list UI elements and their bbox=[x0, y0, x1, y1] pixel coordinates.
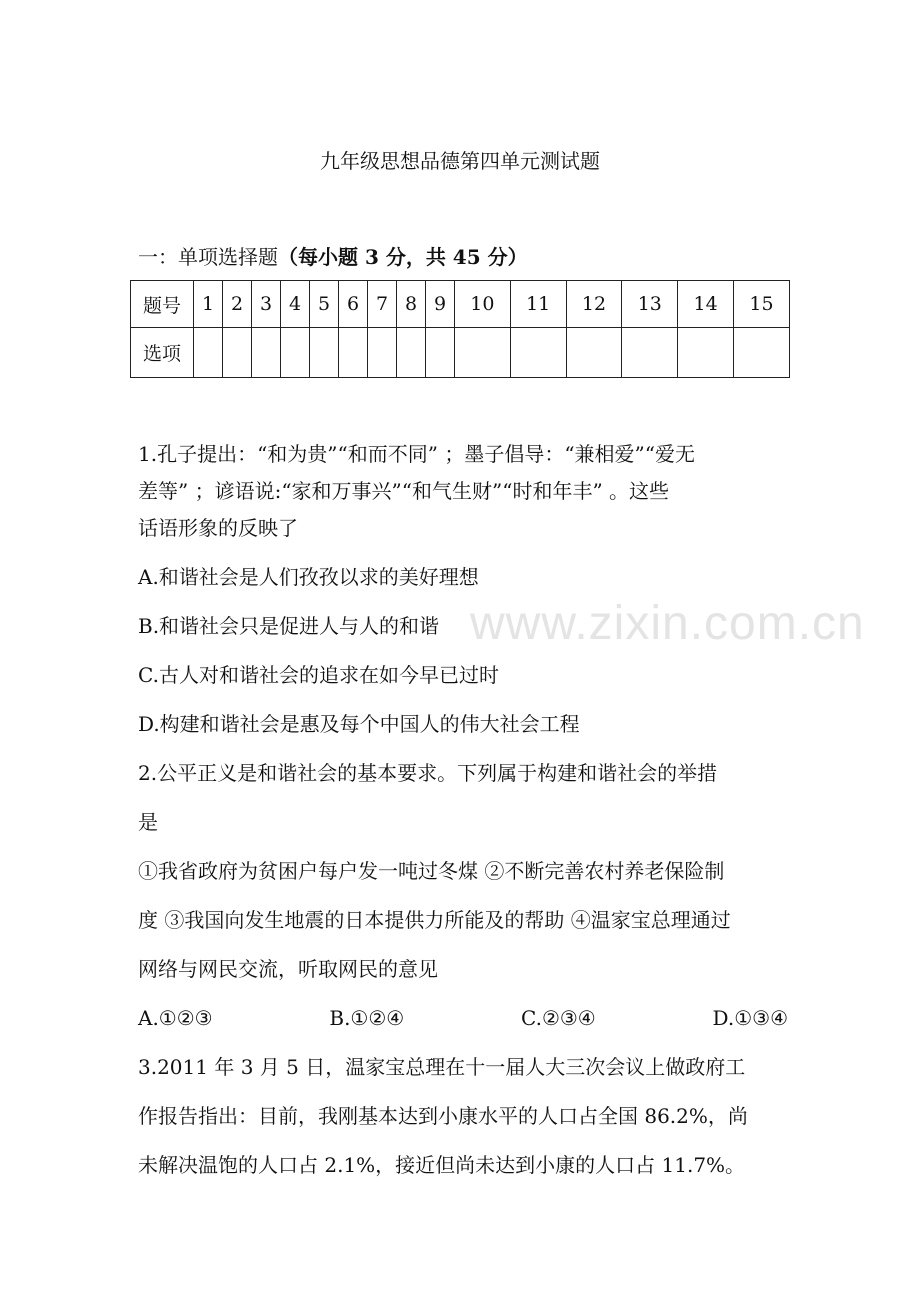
questions-body bbox=[138, 436, 788, 1184]
answer-cell[interactable] bbox=[455, 328, 511, 378]
question-1-option-d: D.构建和谐社会是惠及每个中国人的伟大社会工程 bbox=[138, 712, 580, 736]
answer-table-number-row bbox=[131, 281, 790, 328]
answer-table-number: 14 bbox=[678, 281, 734, 328]
answer-cell[interactable] bbox=[426, 328, 455, 378]
question-2-option-b: B.①②④ bbox=[329, 1006, 405, 1030]
section-heading bbox=[138, 242, 528, 272]
question-2-line: ①我省政府为贫困户每户发一吨过冬煤 ②不断完善农村养老保险制 bbox=[138, 859, 725, 883]
answer-cell[interactable] bbox=[223, 328, 252, 378]
question-2-line: 网络与网民交流，听取网民的意见 bbox=[138, 957, 438, 981]
question-3-line: 作报告指出：目前，我刚基本达到小康水平的人口占全国 86.2%，尚 bbox=[138, 1104, 748, 1128]
question-2-options bbox=[138, 1000, 788, 1037]
question-3-line: 未解决温饱的人口占 2.1%，接近但尚未达到小康的人口占 11.7%。 bbox=[138, 1153, 746, 1177]
answer-table-number: 3 bbox=[252, 281, 281, 328]
answer-cell[interactable] bbox=[397, 328, 426, 378]
answer-cell[interactable] bbox=[194, 328, 223, 378]
question-1-line: 话语形象的反映了 bbox=[138, 516, 298, 540]
question-1-line: 差等” ；谚语说:“家和万事兴”“和气生财”“时和年丰” 。这些 bbox=[138, 479, 670, 503]
question-2-line: 是 bbox=[138, 810, 158, 834]
question-2-option-d: D.①③④ bbox=[712, 1006, 788, 1030]
answer-cell[interactable] bbox=[281, 328, 310, 378]
answer-table-head-option: 选项 bbox=[131, 328, 194, 378]
answer-cell[interactable] bbox=[510, 328, 566, 378]
answer-table bbox=[130, 280, 790, 378]
question-2-option-c: C.②③④ bbox=[521, 1006, 596, 1030]
answer-cell[interactable] bbox=[310, 328, 339, 378]
answer-cell[interactable] bbox=[566, 328, 622, 378]
answer-cell[interactable] bbox=[733, 328, 789, 378]
answer-table-number: 8 bbox=[397, 281, 426, 328]
question-1-line: 1.孔子提出：“和为贵”“和而不同” ；墨子倡导：“兼相爱”“爱无 bbox=[138, 442, 696, 466]
question-1-option-c: C.古人对和谐社会的追求在如今早已过时 bbox=[138, 663, 499, 687]
answer-table-number: 6 bbox=[339, 281, 368, 328]
question-2-line: 度 ③我国向发生地震的日本提供力所能及的帮助 ④温家宝总理通过 bbox=[138, 908, 731, 932]
section-label: 一：单项选择题 bbox=[138, 245, 278, 269]
answer-table-head-number: 题号 bbox=[131, 281, 194, 328]
answer-table-number: 10 bbox=[455, 281, 511, 328]
answer-cell[interactable] bbox=[622, 328, 678, 378]
answer-table-number: 1 bbox=[194, 281, 223, 328]
answer-table-number: 15 bbox=[733, 281, 789, 328]
question-2-line: 2.公平正义是和谐社会的基本要求。下列属于构建和谐社会的举措 bbox=[138, 761, 718, 785]
answer-cell[interactable] bbox=[339, 328, 368, 378]
answer-table-number: 2 bbox=[223, 281, 252, 328]
answer-table-number: 13 bbox=[622, 281, 678, 328]
answer-table-number: 7 bbox=[368, 281, 397, 328]
answer-cell[interactable] bbox=[678, 328, 734, 378]
answer-table-number: 4 bbox=[281, 281, 310, 328]
question-2-option-a: A.①②③ bbox=[138, 1006, 213, 1030]
section-note: （每小题 3 分，共 45 分） bbox=[278, 245, 528, 269]
answer-cell[interactable] bbox=[252, 328, 281, 378]
answer-cell[interactable] bbox=[368, 328, 397, 378]
watermark: www.zixin.com.cn bbox=[470, 597, 865, 650]
document-title: 九年级思想品德第四单元测试题 bbox=[320, 149, 600, 173]
answer-table-number: 11 bbox=[510, 281, 566, 328]
answer-table-option-row bbox=[131, 328, 790, 378]
question-1-option-b: B.和谐社会只是促进人与人的和谐 bbox=[138, 614, 440, 638]
question-1-option-a: A.和谐社会是人们孜孜以求的美好理想 bbox=[138, 565, 479, 589]
answer-table-number: 9 bbox=[426, 281, 455, 328]
answer-table-number: 5 bbox=[310, 281, 339, 328]
answer-table-number: 12 bbox=[566, 281, 622, 328]
question-3-line: 3.2011 年 3 月 5 日，温家宝总理在十一届人大三次会议上做政府工 bbox=[138, 1055, 746, 1079]
